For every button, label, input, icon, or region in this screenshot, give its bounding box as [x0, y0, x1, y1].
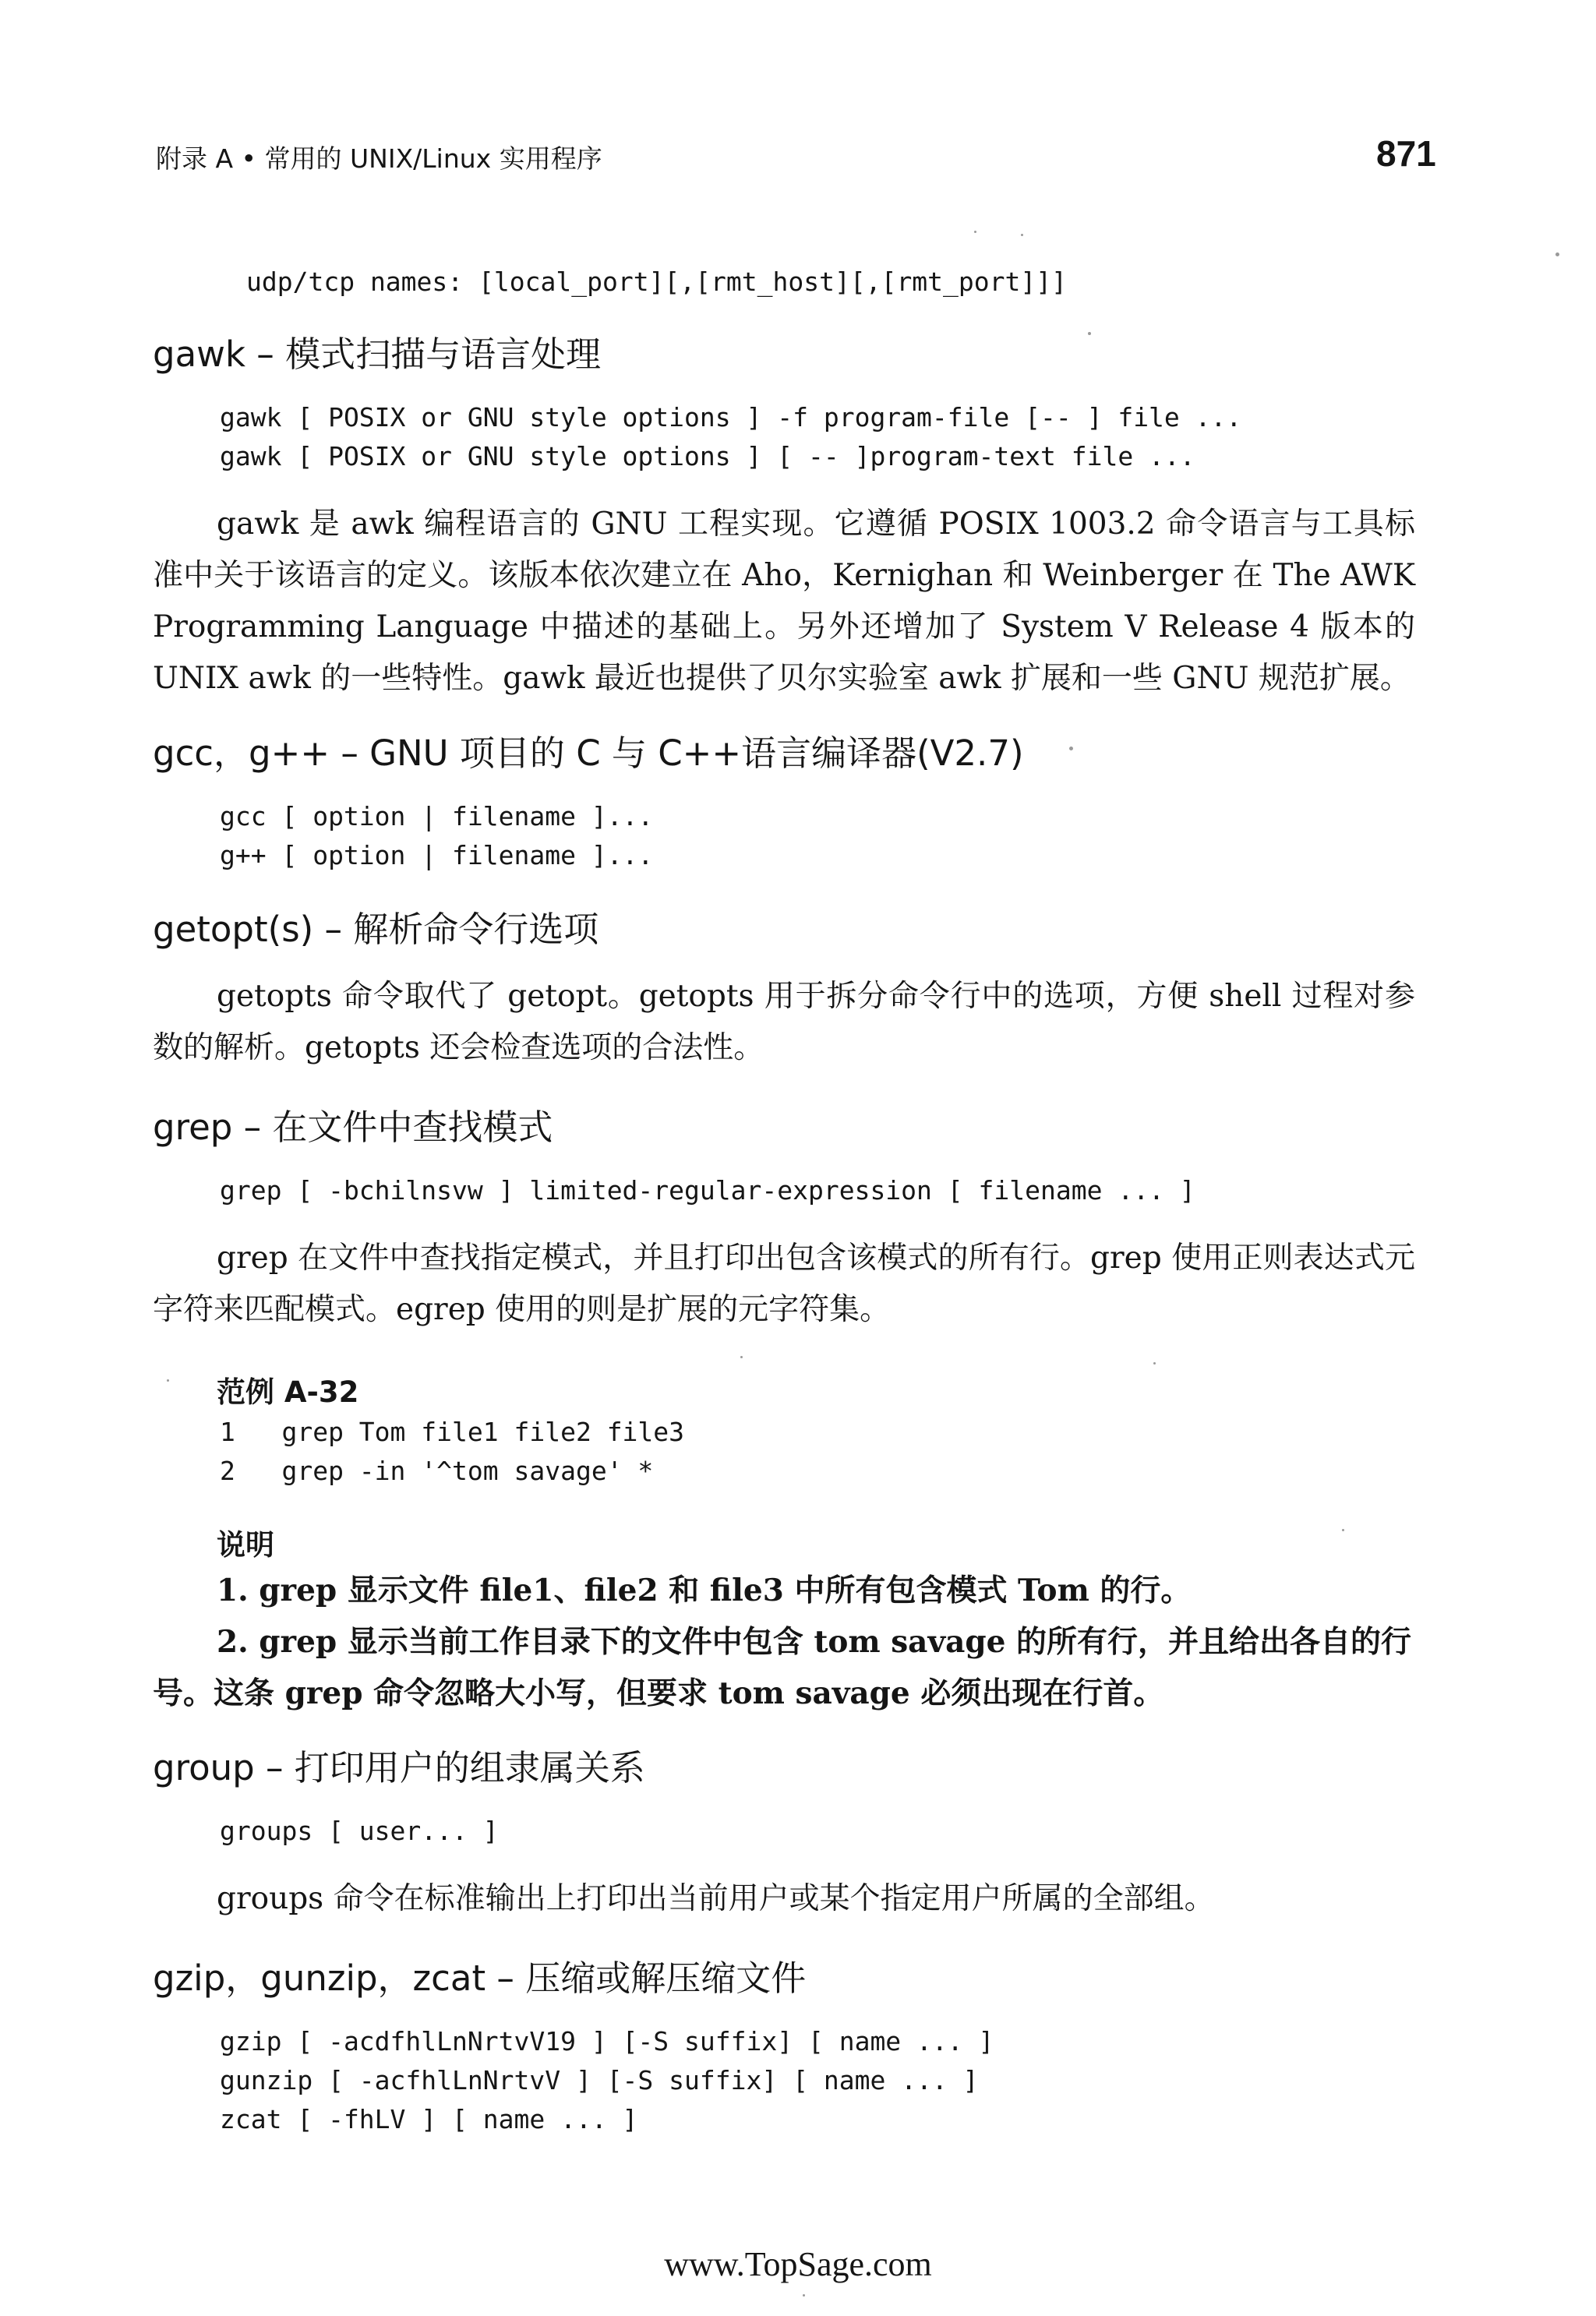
note-2: 2. grep 显示当前工作目录下的文件中包含 tom savage 的所有行，并且给出各自的行号。这条 grep 命令忽略大小写，但要求 tom savage 必须出现在行首。 — [153, 1624, 1412, 1711]
scan-speck — [974, 231, 976, 233]
page-number: 871 — [1376, 133, 1436, 174]
notes-list — [153, 1565, 1423, 1719]
group-heading: group – 打印用户的组隶属关系 — [153, 1747, 645, 1788]
gcc-heading: gcc，g++ – GNU 项目的 C 与 C++语言编译器(V2.7) — [153, 733, 1024, 774]
note-1: 1. grep 显示文件 file1、file2 和 file3 中所有包含模式 Tom 的行。 — [217, 1573, 1192, 1608]
example-line-2: 2 grep -in '^tom savage' * — [220, 1456, 654, 1486]
gawk-description: gawk 是 awk 编程语言的 GNU 工程实现。它遵循 POSIX 1003.2 命令语言与工具标准中关于该语言的定义。该版本依次建立在 Aho，Kernighan 和 Weinberger 在 The AWK Programming Language 中描述的基础上。另外还增加了 System V Release 4 版本的 UNIX awk 的一些特性。gawk 最近也提供了贝尔实验室 awk 扩展和一些 GNU 规范扩展。 — [153, 507, 1415, 696]
scan-speck — [1069, 747, 1073, 750]
group-syntax: groups [ user... ] — [220, 1816, 499, 1846]
scan-speck — [1088, 332, 1091, 335]
gawk-syntax-2: gawk [ POSIX or GNU style options ] [ -- ]program-text file ... — [220, 441, 1195, 471]
footer-site: www.TopSage.com — [664, 2245, 932, 2283]
scan-speck — [1342, 1529, 1344, 1531]
gzip-syntax-3: zcat [ -fhLV ] [ name ... ] — [220, 2104, 638, 2134]
example-label: 范例 A-32 — [217, 1375, 359, 1409]
group-description: groups 命令在标准输出上打印出当前用户或某个指定用户所属的全部组。 — [217, 1881, 1215, 1916]
scan-speck — [1153, 1362, 1156, 1365]
udp-syntax-line: udp/tcp names: [local_port][,[rmt_host][,[rmt_port]]] — [246, 267, 1067, 297]
grep-heading: grep – 在文件中查找模式 — [153, 1107, 553, 1148]
notes-label: 说明 — [217, 1528, 274, 1562]
scan-speck — [1555, 252, 1559, 256]
running-title: 附录 A • 常用的 UNIX/Linux 实用程序 — [156, 143, 602, 174]
gzip-syntax-2: gunzip [ -acfhlLnNrtvV ] [-S suffix] [ name ... ] — [220, 2065, 979, 2095]
gzip-heading: gzip，gunzip，zcat – 压缩或解压缩文件 — [153, 1958, 807, 1999]
getopt-description: getopts 命令取代了 getopt。getopts 用于拆分命令行中的选项，方便 shell 过程对参数的解析。getopts 还会检查选项的合法性。 — [153, 979, 1415, 1065]
gzip-syntax-1: gzip [ -acdfhlLnNrtvV19 ] [-S suffix] [ name ... ] — [220, 2026, 994, 2057]
gcc-syntax-2: g++ [ option | filename ]... — [220, 840, 654, 870]
scan-speck — [167, 1379, 169, 1382]
grep-description: grep 在文件中查找指定模式，并且打印出包含该模式的所有行。grep 使用正则表达式元字符来匹配模式。egrep 使用的则是扩展的元字符集。 — [153, 1241, 1415, 1327]
scan-speck — [740, 1356, 743, 1358]
example-line-1: 1 grep Tom file1 file2 file3 — [220, 1417, 685, 1447]
gawk-heading: gawk – 模式扫描与语言处理 — [153, 334, 602, 375]
gcc-syntax-1: gcc [ option | filename ]... — [220, 801, 654, 831]
getopt-heading: getopt(s) – 解析命令行选项 — [153, 909, 599, 950]
scan-speck — [803, 2294, 805, 2297]
scan-speck — [1021, 234, 1023, 236]
gawk-syntax-1: gawk [ POSIX or GNU style options ] -f program-file [-- ] file ... — [220, 402, 1242, 432]
grep-syntax: grep [ -bchilnsvw ] limited-regular-expression [ filename ... ] — [220, 1175, 1195, 1206]
